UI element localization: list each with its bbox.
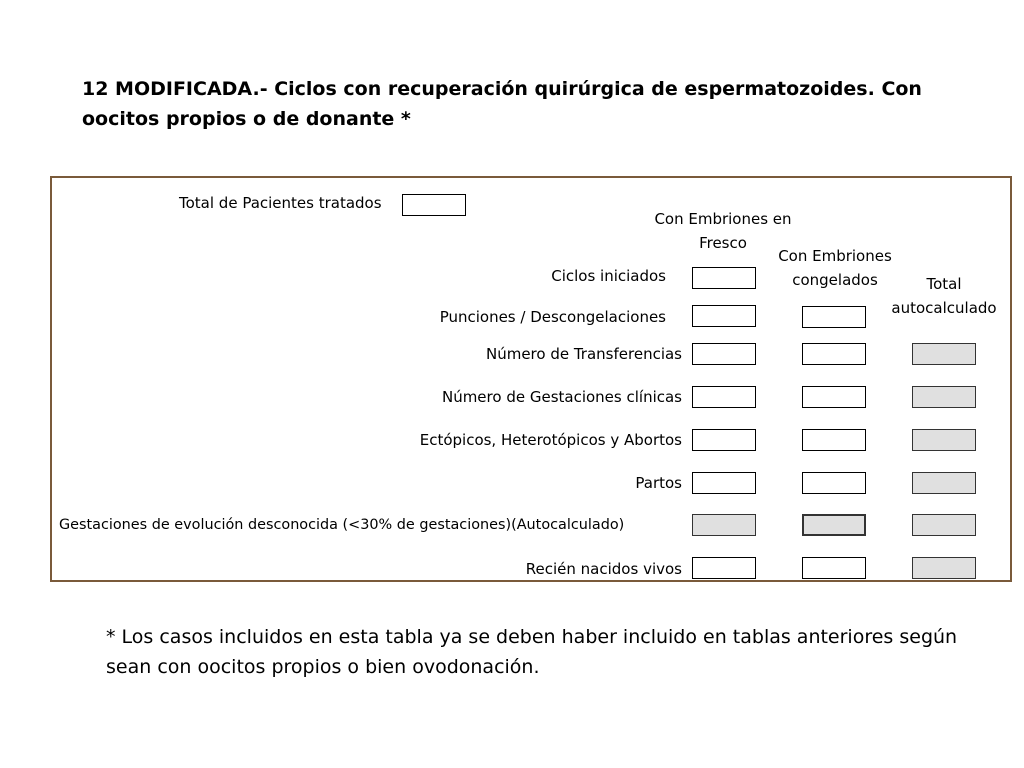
- row-label-ectopicos: Ectópicos, Heterotópicos y Abortos: [419, 431, 682, 449]
- row-label-desconocida: Gestaciones de evolución desconocida (<30% de gestaciones)(Autocalculado): [59, 517, 625, 533]
- page-title: 12 MODIFICADA.- Ciclos con recuperación quirúrgica de espermatozoides. Con oocitos propios o de donante *: [82, 78, 922, 130]
- transferencias-total-field: [912, 343, 976, 365]
- row-label-punciones: Punciones / Descongelaciones: [439, 308, 666, 326]
- partos-total-field: [912, 472, 976, 494]
- gestaciones-fresco-input[interactable]: [692, 386, 756, 408]
- footnote: * Los casos incluidos en esta tabla ya se deben haber incluido en tablas anteriores según sean con oocitos propios o bien ovodonación.: [106, 626, 958, 678]
- row-label-ciclos: Ciclos iniciados: [551, 267, 666, 285]
- ectopicos-fresco-input[interactable]: [692, 429, 756, 451]
- transferencias-congelados-input[interactable]: [802, 343, 866, 365]
- row-label-gestaciones: Número de Gestaciones clínicas: [441, 388, 682, 406]
- gestaciones-congelados-input[interactable]: [802, 386, 866, 408]
- nacidos-total-field: [912, 557, 976, 579]
- ciclos-fresco-input[interactable]: [692, 267, 756, 289]
- ectopicos-congelados-input[interactable]: [802, 429, 866, 451]
- row-label-nacidos: Recién nacidos vivos: [525, 560, 682, 578]
- transferencias-fresco-input[interactable]: [692, 343, 756, 365]
- desconocida-fresco-field: [692, 514, 756, 536]
- partos-fresco-input[interactable]: [692, 472, 756, 494]
- nacidos-fresco-input[interactable]: [692, 557, 756, 579]
- total-pacientes-input[interactable]: [402, 194, 466, 216]
- punciones-fresco-input[interactable]: [692, 305, 756, 327]
- desconocida-total-field: [912, 514, 976, 536]
- partos-congelados-input[interactable]: [802, 472, 866, 494]
- header-fresco: Con Embriones en Fresco: [654, 210, 792, 252]
- gestaciones-total-field: [912, 386, 976, 408]
- nacidos-congelados-input[interactable]: [802, 557, 866, 579]
- header-total: Total autocalculado: [891, 275, 997, 317]
- ectopicos-total-field: [912, 429, 976, 451]
- total-pacientes-label: Total de Pacientes tratados: [179, 194, 382, 212]
- header-congelados: Con Embriones congelados: [778, 247, 892, 289]
- desconocida-congelados-field: [802, 514, 866, 536]
- row-label-partos: Partos: [635, 474, 682, 492]
- punciones-congelados-input[interactable]: [802, 306, 866, 328]
- row-label-transferencias: Número de Transferencias: [485, 345, 682, 363]
